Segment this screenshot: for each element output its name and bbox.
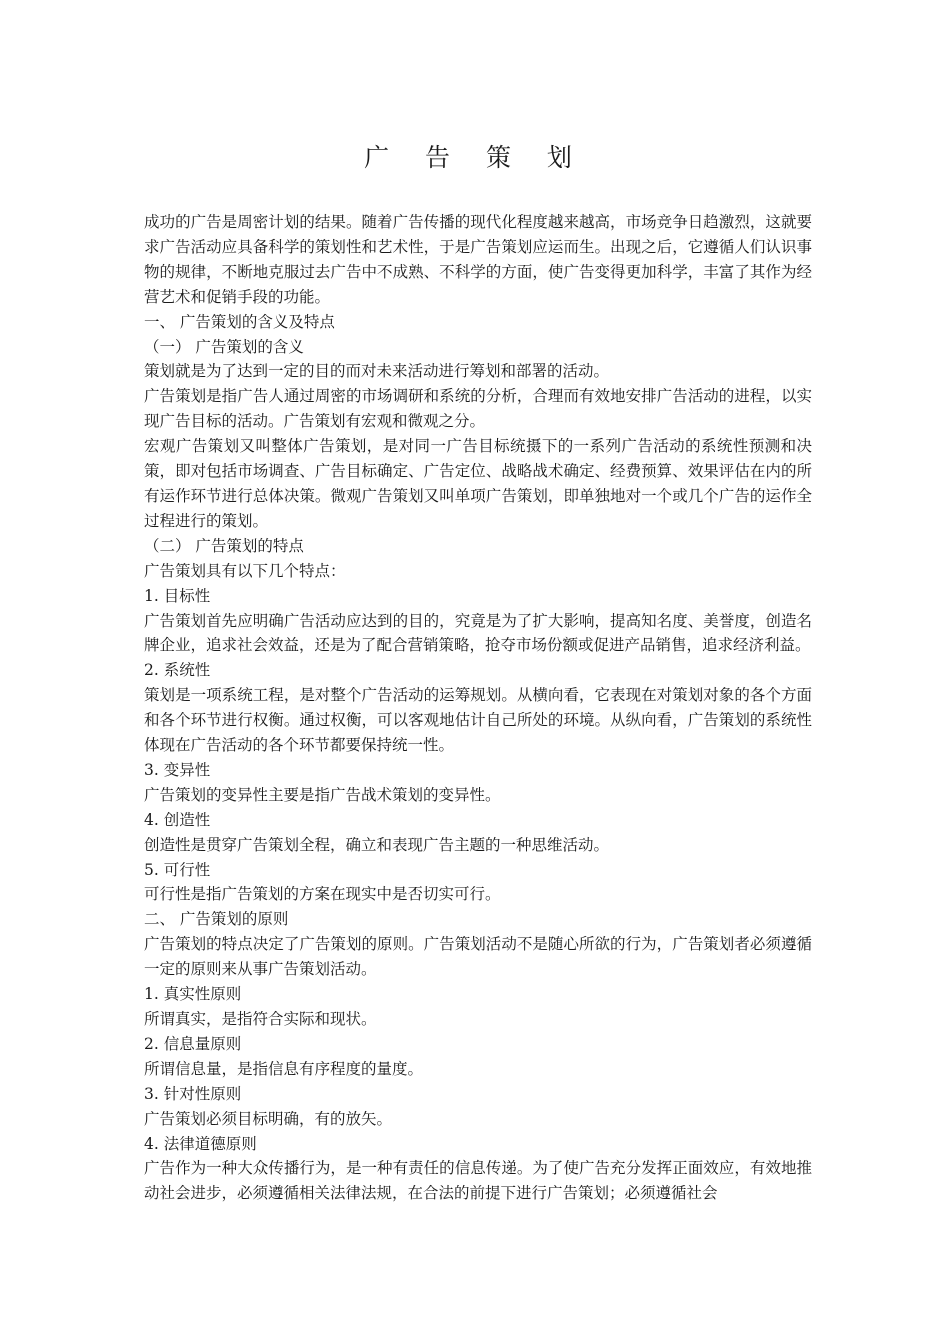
list-item-heading: 1. 目标性 <box>144 586 211 605</box>
list-item-heading: 2. 系统性 <box>144 661 211 680</box>
paragraph: 策划就是为了达到一定的目的而对未来活动进行筹划和部署的活动。 <box>144 362 610 381</box>
paragraph: 广告策划的特点决定了广告策划的原则。广告策划活动不是随心所欲的行为，广告策划者必须遵循一定的原则来从事广告策划活动。 <box>144 935 812 979</box>
subsection-heading: （一） 广告策划的含义 <box>144 337 304 356</box>
list-item-heading: 4. 创造性 <box>144 810 211 829</box>
paragraph: 广告策划首先应明确广告活动应达到的目的，究竟是为了扩大影响，提高知名度、美誉度，创造名牌企业，追求社会效益，还是为了配合营销策略，抢夺市场份额或促进产品销售，追求经济利益。 <box>144 611 812 655</box>
paragraph-intro: 成功的广告是周密计划的结果。随着广告传播的现代化程度越来越高，市场竞争日趋激烈，这就要求广告活动应具备科学的策划性和艺术性，于是广告策划应运而生。出现之后，它遵循人们认识事物的规律，不断地克服过去广告中不成熟、不科学的方面，使广告变得更加科学，丰富了其作为经营艺术和促销手段的功能。 <box>144 213 812 306</box>
list-item-heading: 5. 可行性 <box>144 860 211 879</box>
document-title: 广 告 策 划 <box>364 143 586 172</box>
section-heading: 一、 广告策划的含义及特点 <box>144 312 335 331</box>
paragraph: 创造性是贯穿广告策划全程，确立和表现广告主题的一种思维活动。 <box>144 835 610 854</box>
document-body <box>144 210 812 1206</box>
paragraph: 广告作为一种大众传播行为，是一种有责任的信息传递。为了使广告充分发挥正面效应，有效地推动社会进步，必须遵循相关法律法规，在合法的前提下进行广告策划；必须遵循社会 <box>144 1159 812 1203</box>
paragraph: 所谓信息量，是指信息有序程度的量度。 <box>144 1059 424 1078</box>
paragraph: 广告策划具有以下几个特点： <box>144 561 346 580</box>
list-item-heading: 2. 信息量原则 <box>144 1034 242 1053</box>
section-heading: 二、 广告策划的原则 <box>144 910 289 929</box>
paragraph: 广告策划必须目标明确，有的放矢。 <box>144 1109 393 1128</box>
paragraph: 宏观广告策划又叫整体广告策划，是对同一广告目标统摄下的一系列广告活动的系统性预测和决策，即对包括市场调查、广告目标确定、广告定位、战略战术确定、经费预算、效果评估在内的所有运作环节进行总体决策。微观广告策划又叫单项广告策划，即单独地对一个或几个广告的运作全过程进行的策划。 <box>144 437 812 530</box>
list-item-heading: 4. 法律道德原则 <box>144 1134 257 1153</box>
paragraph: 广告策划是指广告人通过周密的市场调研和系统的分析，合理而有效地安排广告活动的进程，以实现广告目标的活动。广告策划有宏观和微观之分。 <box>144 387 812 431</box>
paragraph: 策划是一项系统工程，是对整个广告活动的运筹规划。从横向看，它表现在对策划对象的各个方面和各个环节进行权衡。通过权衡，可以客观地估计自己所处的环境。从纵向看，广告策划的系统性体现在广告活动的各个环节都要保持统一性。 <box>144 686 812 755</box>
list-item-heading: 1. 真实性原则 <box>144 985 242 1004</box>
paragraph: 可行性是指广告策划的方案在现实中是否切实可行。 <box>144 885 501 904</box>
subsection-heading: （二） 广告策划的特点 <box>144 536 304 555</box>
list-item-heading: 3. 变异性 <box>144 760 211 779</box>
list-item-heading: 3. 针对性原则 <box>144 1084 242 1103</box>
paragraph: 广告策划的变异性主要是指广告战术策划的变异性。 <box>144 785 501 804</box>
paragraph: 所谓真实，是指符合实际和现状。 <box>144 1010 377 1028</box>
